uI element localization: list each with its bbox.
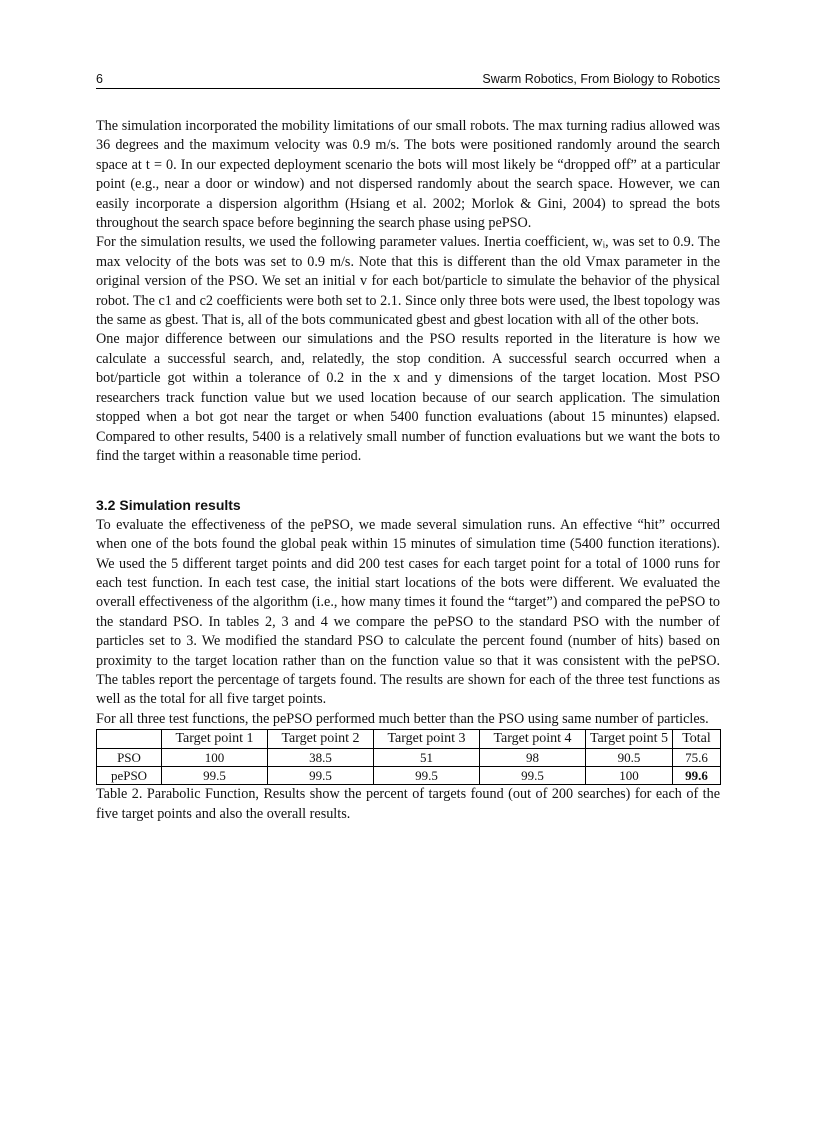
table-header-cell: Target point 2 bbox=[268, 730, 374, 749]
table-cell: 99.5 bbox=[268, 767, 374, 785]
table-cell: 99.5 bbox=[480, 767, 586, 785]
table-header-cell: Target point 4 bbox=[480, 730, 586, 749]
table-cell: 51 bbox=[374, 749, 480, 767]
table-header-cell: Target point 3 bbox=[374, 730, 480, 749]
table-cell: 100 bbox=[586, 767, 673, 785]
table-cell: 90.5 bbox=[586, 749, 673, 767]
table-cell: 98 bbox=[480, 749, 586, 767]
header-rule bbox=[96, 88, 720, 89]
paragraph-summary: For all three test functions, the pePSO performed much better than the PSO using same number of particles. bbox=[96, 710, 709, 727]
table-cell: 38.5 bbox=[268, 749, 374, 767]
page-number: 6 bbox=[96, 72, 103, 86]
paragraph-evaluation: To evaluate the effectiveness of the pePSO, we made several simulation runs. An effective “hit” occurred when one of the bots found the global peak within 15 minutes of simulation time (5400 function iterations). We used the 5 different target points and did 200 test cases for each target point for a total of 1000 runs for each test function. In each test case, the initial start locations of the bots were different. We evaluated the overall effectiveness of the algorithm (i.e., how many times it found the “target”) and compared the pePSO to the standard PSO. In tables 2, 3 and 4 we compare the pePSO to the standard PSO with the number of particles set to 3. We modified the standard PSO to calculate the percent found (number of hits) based on proximity to the target location rather than on the function value so that it was consistent with the pePSO. The tables report the percentage of targets found. The results are shown for each of the three test functions as well as the total for all five target points. bbox=[96, 516, 720, 708]
row-label: pePSO bbox=[97, 767, 162, 785]
table-cell: 100 bbox=[162, 749, 268, 767]
paragraph-stop-condition: One major difference between our simulations and the PSO results reported in the literature is how we calculate a successful search, and, relatedly, the stop condition. A successful search occurred when a bot/particle got within a tolerance of 0.2 in the x and y dimensions of the target location. Most PSO researchers track function value but we used location because of our search application. The simulation stopped when a bot got near the target or when 5400 function evaluations (about 15 minuntes) elapsed. Compared to other results, 5400 is a relatively small number of function evaluations but we want the bots to find the target within a reasonable time period. bbox=[96, 331, 720, 464]
section-title: 3.2 Simulation results bbox=[96, 497, 241, 514]
running-title: Swarm Robotics, From Biology to Robotics bbox=[482, 72, 720, 86]
paragraph-parameters: For the simulation results, we used the following parameter values. Inertia coefficient, wᵢ, was set to 0.9. The max velocity of the bots was set to 0.9 m/s. Note that this is different than the old Vmax parameter in the original version of the PSO. We set an initial v for each bot/particle to simulate the behavior of the physical robot. The c1 and c2 coefficients were both set to 2.1. Since only three bots were used, the lbest topology was the same as gbest. That is, all of the bots communicated gbest and gbest location with all of the other bots. bbox=[96, 234, 720, 329]
paragraph-mobility: The simulation incorporated the mobility limitations of our small robots. The max turning radius allowed was 36 degrees and the maximum velocity was 0.9 m/s. The bots were positioned randomly around the search space at t = 0. In our expected deployment scenario the bots will most likely be “dropped off” at a particular point (e.g., near a door or window) and not dispersed randomly about the search space. However, we can easily incorporate a dispersion algorithm (Hsiang et al. 2002; Morlok & Gini, 2004) to spread the bots throughout the search space before beginning the search phase using pePSO. bbox=[96, 118, 720, 232]
table-cell-total: 99.6 bbox=[673, 767, 721, 785]
table-row bbox=[97, 749, 721, 767]
table-header-cell: Target point 1 bbox=[162, 730, 268, 749]
table-header-cell: Target point 5 bbox=[586, 730, 673, 749]
table-caption: Table 2. Parabolic Function, Results show the percent of targets found (out of 200 searches) for each of the five target points and also the overall results. bbox=[96, 786, 720, 822]
table-header-row bbox=[97, 730, 721, 749]
table-cell: 99.5 bbox=[162, 767, 268, 785]
row-label: PSO bbox=[97, 749, 162, 767]
table-header-cell bbox=[97, 730, 162, 749]
results-table bbox=[96, 729, 721, 785]
body-text bbox=[96, 117, 720, 824]
table-header-cell: Total bbox=[673, 730, 721, 749]
table-cell: 75.6 bbox=[673, 749, 721, 767]
table-row bbox=[97, 767, 721, 785]
table-cell: 99.5 bbox=[374, 767, 480, 785]
